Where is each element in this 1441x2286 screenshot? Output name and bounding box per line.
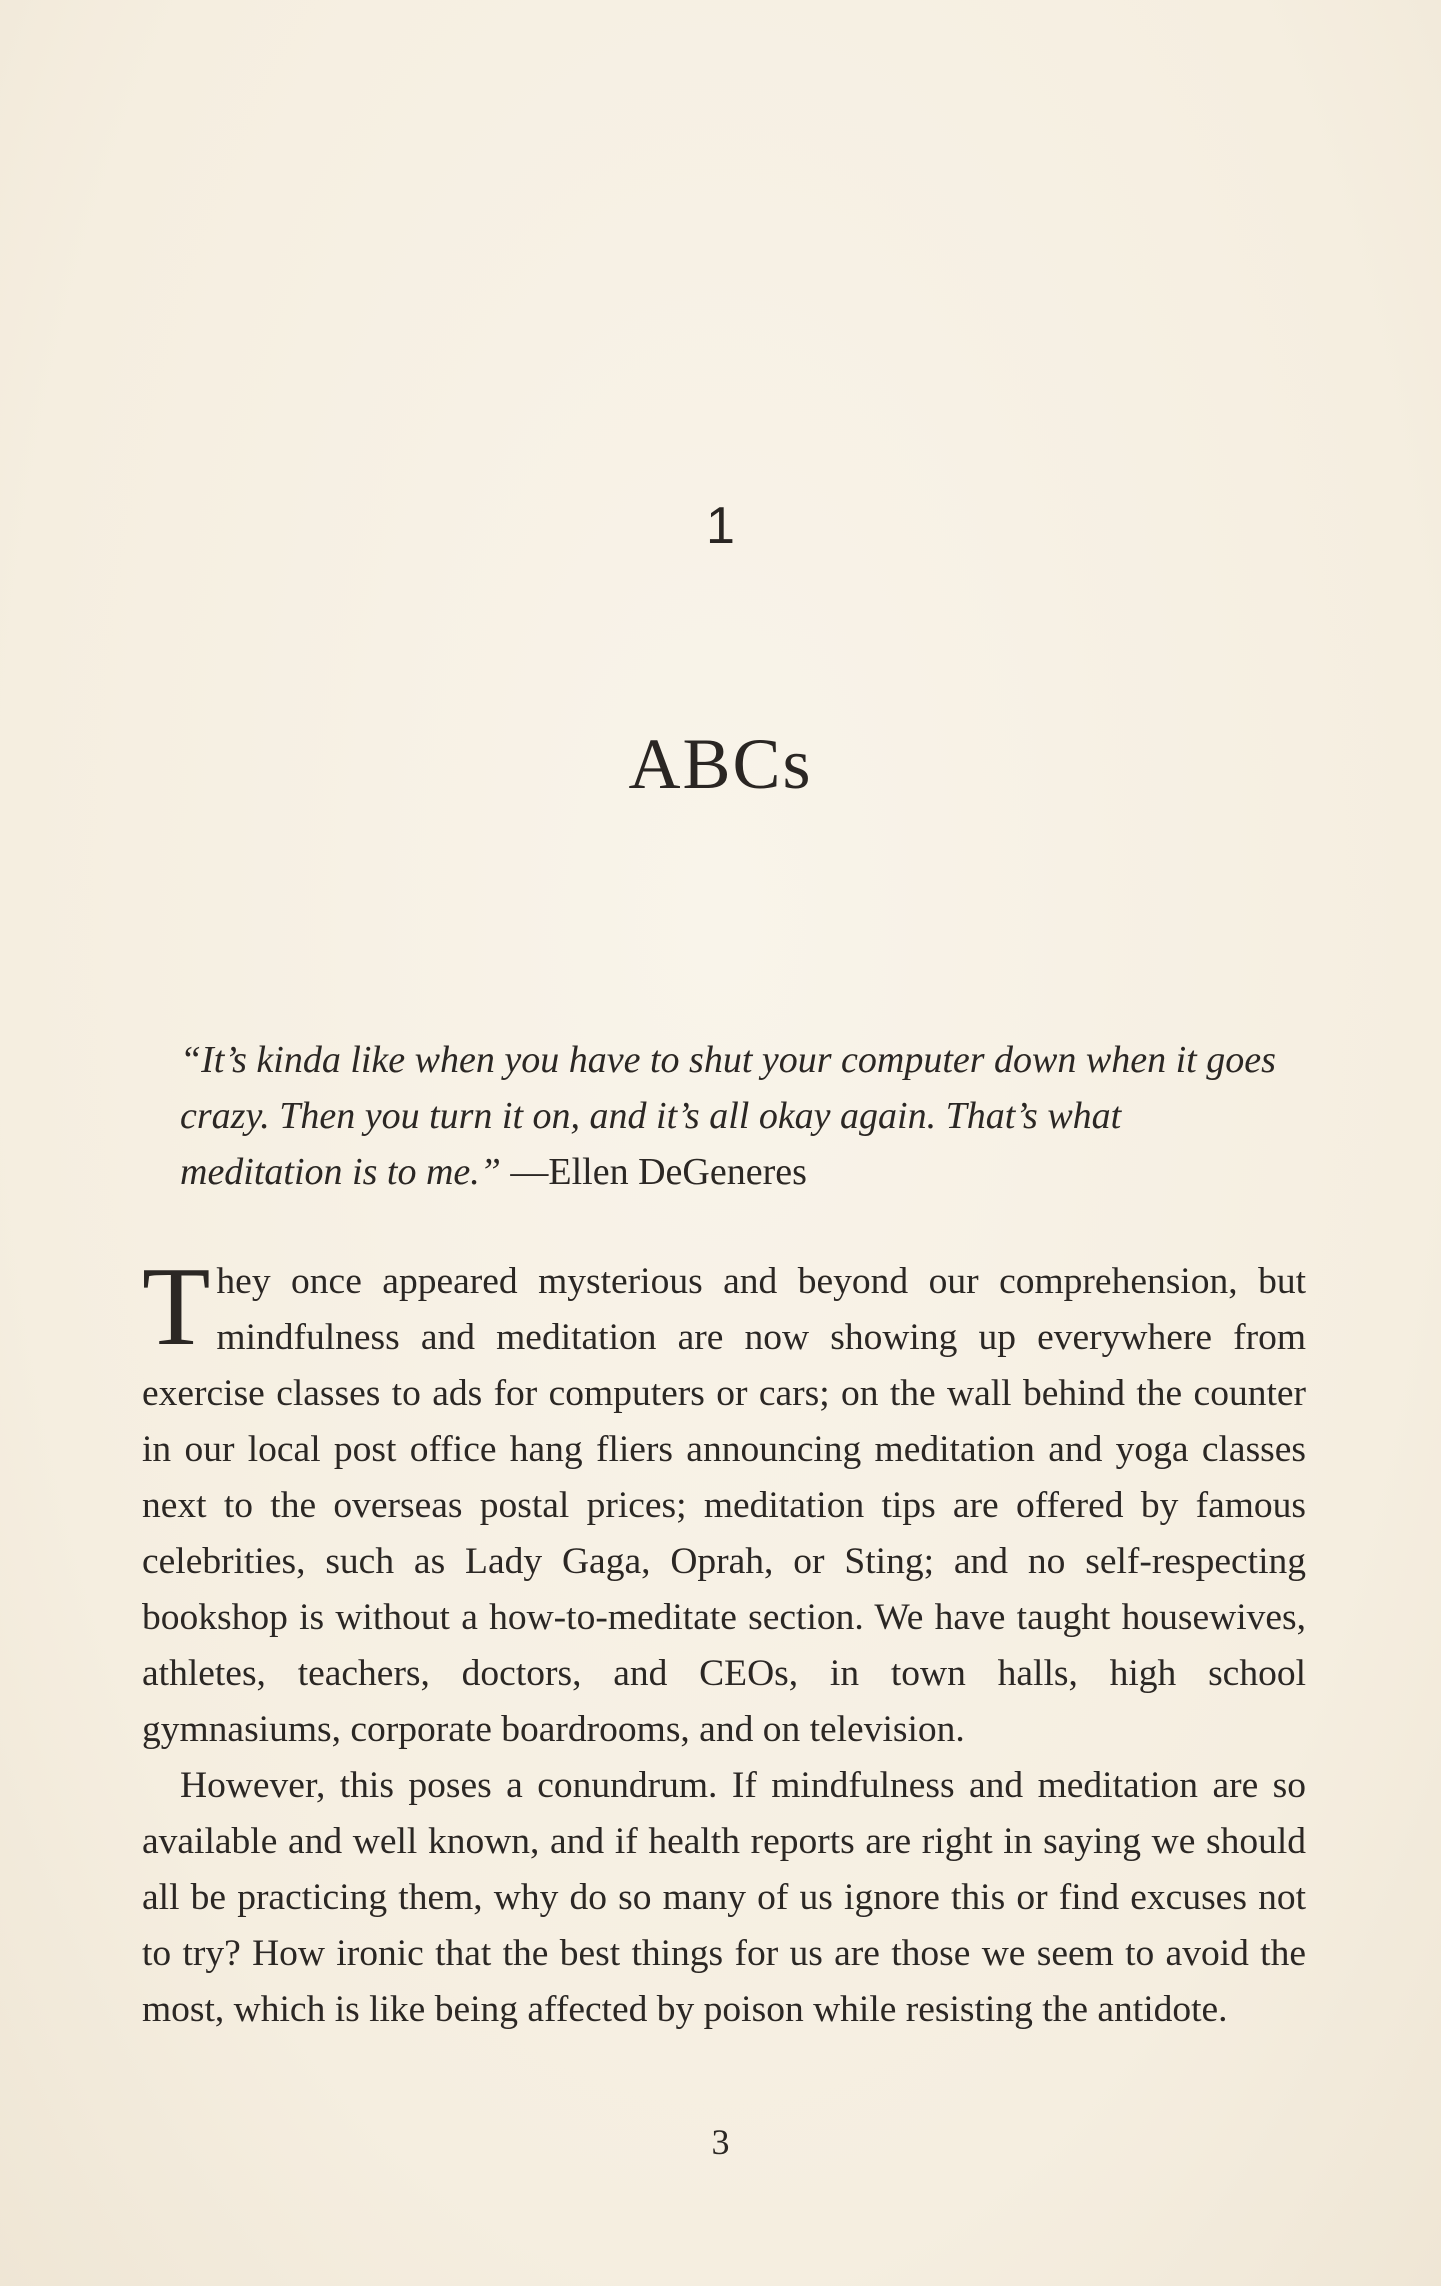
drop-cap: T (142, 1245, 211, 1369)
paragraph-2: However, this poses a conundrum. If mindfulness and meditation are so available and well known, and if health reports are right in saying we should all be practicing them, why do so many of us ignore this or find excuses not to try? How ironic that the best things for us are those we seem to avoid the most, which is like being affected by poison while resisting the antidote. (142, 1765, 1306, 2030)
paragraph-1 (142, 1245, 1306, 1758)
epigraph (180, 1032, 1280, 1200)
epigraph-attribution: —Ellen DeGeneres (500, 1151, 807, 1193)
page-number: 3 (711, 2122, 730, 2162)
chapter-title: ABCs (628, 724, 813, 804)
body-text (142, 1245, 1306, 2038)
epigraph-quote: “It’s kinda like when you have to shut your computer down when it goes crazy. Then you turn it on, and it’s all okay again. That’s what meditation is to me.” (180, 1039, 1276, 1193)
paragraph-1-text: hey once appeared mysterious and beyond our comprehension, but mindfulness and meditation are now showing up everywhere from exercise classes to ads for computers or cars; on the wall behind the counter in our local post office hang fliers announcing meditation and yoga classes next to the overseas postal prices; meditation tips are offered by famous celebrities, such as Lady Gaga, Oprah, or Sting; and no self-respecting bookshop is without a how-to-meditate section. We have taught housewives, athletes, teachers, doctors, and CEOs, in town halls, high school gymnasiums, corporate boardrooms, and on television. (142, 1261, 1306, 1750)
chapter-number: 1 (706, 497, 735, 555)
